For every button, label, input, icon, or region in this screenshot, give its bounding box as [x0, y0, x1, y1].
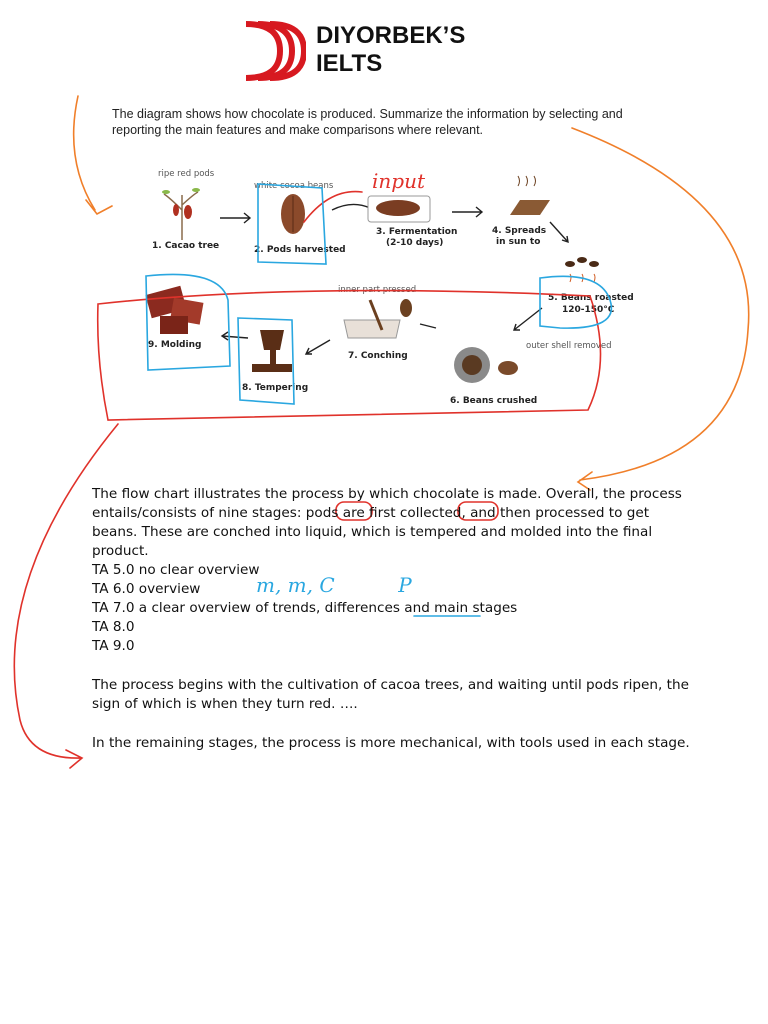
- body-paragraph-2: In the remaining stages, the process is more mechanical, with tools used in each stage.: [92, 735, 690, 751]
- step-label-8: 8. Tempering: [242, 383, 309, 393]
- handwritten-input-label: input: [372, 169, 425, 193]
- step-label-1: 1. Cacao tree: [152, 241, 220, 251]
- ta-line-8: TA 8.0: [92, 619, 135, 635]
- task-achievement-list: [92, 561, 517, 656]
- arrow-right-icon: [220, 213, 250, 223]
- step-pods-harvested: [254, 181, 346, 255]
- step-fermentation: [368, 196, 457, 248]
- arrow-left-icon: [420, 324, 436, 328]
- step-sub-5: 120-150°C: [562, 305, 615, 315]
- tree-icon: [164, 192, 198, 240]
- overview-paragraph: The flow chart illustrates the process by which chocolate is made. Overall, the process entails/consists of nine stages: pods are first collected, and then processed to get beans. These are conched into liquid, which is tempered and molded into the final product.: [92, 486, 682, 559]
- caption-inner-part-pressed: inner part pressed: [338, 285, 417, 295]
- step-label-9: 9. Molding: [148, 340, 202, 350]
- brand-name: [316, 22, 465, 78]
- step-conching: [338, 285, 416, 361]
- drying-rack-icon: [510, 200, 550, 215]
- brand-line-1: DIYORBEK’S: [316, 22, 466, 49]
- step-label-6: 6. Beans crushed: [450, 396, 538, 406]
- step-beans-roasted: [548, 257, 634, 315]
- heat-waves-icon: [518, 176, 536, 186]
- step-label-7: 7. Conching: [348, 351, 408, 361]
- step-label-2: 2. Pods harvested: [254, 245, 346, 255]
- arrow-right-icon: [452, 207, 482, 217]
- flame-icon: [570, 274, 595, 282]
- caption-outer-shell: outer shell removed: [526, 341, 612, 351]
- step-tempering: [242, 330, 308, 393]
- logo-stripe: [246, 24, 280, 78]
- step-spreads-in-sun: [492, 176, 550, 247]
- ta-line-6: TA 6.0 overview: [92, 581, 201, 597]
- brand-line-2: IELTS: [316, 50, 383, 77]
- caption-white-cocoa-beans: white cocoa beans: [254, 181, 334, 191]
- ta-line-7: TA 7.0 a clear overview of trends, differences and main stages: [92, 600, 518, 616]
- arrow-down-icon: [550, 222, 568, 242]
- step-beans-crushed: [450, 341, 612, 406]
- red-pod-icon: [173, 204, 179, 216]
- logo-gap: [240, 40, 250, 62]
- arrow-down-left-icon: [514, 308, 542, 330]
- process-diagram: [100, 160, 690, 418]
- step-cacao-tree: [152, 169, 219, 251]
- body-paragraph-1: The process begins with the cultivation of cacoa trees, and waiting until pods ripen, the sign of which is when they turn red. ….: [92, 677, 689, 712]
- caption-ripe-red-pods: ripe red pods: [158, 169, 215, 179]
- step-sub-3: (2-10 days): [386, 238, 444, 248]
- arrow-right-icon: [332, 204, 370, 210]
- step-sub-4: in sun to: [496, 237, 541, 247]
- logo-stripes: [246, 24, 304, 78]
- ta-line-9: TA 9.0: [92, 638, 135, 654]
- step-label-4: 4. Spreads: [492, 226, 547, 236]
- step-molding: [146, 286, 204, 350]
- tempering-cup-icon: [260, 330, 284, 350]
- roasted-bean-icon: [565, 261, 575, 267]
- arrow-left-icon: [306, 340, 330, 354]
- arrow-left-icon: [222, 332, 248, 340]
- task-prompt: The diagram shows how chocolate is produced. Summarize the information by selecting and reporting the main features and make comparisons where relevant.: [112, 107, 623, 137]
- handwritten-symbols: m, m, C P: [256, 573, 412, 597]
- ta-line-5: TA 5.0 no clear overview: [92, 562, 260, 578]
- step-label-5: 5. Beans roasted: [548, 293, 634, 303]
- brand-logo-icon: [240, 18, 306, 84]
- conche-icon: [344, 320, 400, 338]
- red-pod-icon: [184, 205, 192, 219]
- step-label-3: 3. Fermentation: [376, 227, 458, 237]
